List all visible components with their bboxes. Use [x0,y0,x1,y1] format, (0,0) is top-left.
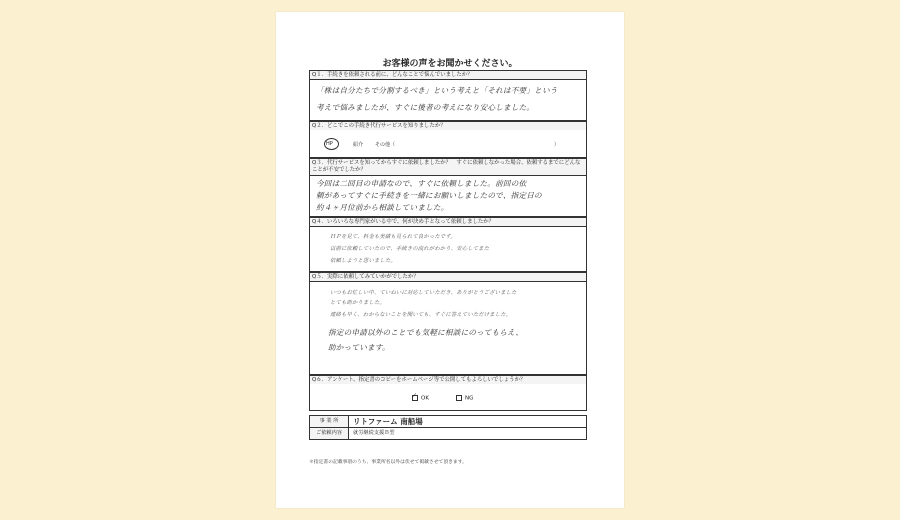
q3-answer-line: 今回は二回目の申請なので、すぐに依頼しました。前回の依 [316,179,527,188]
q6-label: Q６．アンケート、指定書のコピーをホームページ等で公開してもよろしいでしょうか？ [309,375,587,384]
questionnaire-form [309,70,587,440]
q4-label: Q４．いろいろな専門家がいる中で、何が決め手となって依頼しましたか？ [309,217,587,226]
q5-answer-line: 連絡も早く、わからないことを聞いても、すぐに答えていただけました。 [330,312,512,318]
privacy-note: ＊指定書の記載事項のうち、事業所名以外は伏せて掲載させて頂きます。 [309,460,467,465]
request-type-value: 就労継続支援Ｂ型 [353,430,395,436]
ok-option [412,395,429,402]
q1-answer [309,79,587,121]
q2-option-referral: 紹介 [353,142,364,148]
q3-label: Q３．代行サービスを知ってからすぐに依頼しましたか？ すぐに依頼しなかった場合、依頼するまでにどんなことが不安でしたか？ [309,158,587,175]
q5-answer-line: 指定の申請以外のことでも気軽に相談にのってもらえ、 [328,328,524,337]
ng-option [456,395,473,402]
q1-answer-line: 「株は自分たちで分割するべき」という考えと「それは不要」という [316,86,558,95]
q5-answer-line: 助かっています。 [328,343,390,352]
q1-label: Q１．手続きを依頼される前に、どんなことで悩んでいましたか？ [309,70,587,79]
q1-answer-line: 考えで悩みましたが、すぐに後者の考えになり安心しました。 [316,103,535,112]
q2-option-other: その他（ [375,142,396,148]
q5-answer-line: いつもお忙しい中、ていねいに対応していただき、ありがとうございました [330,290,517,296]
q3-answer [309,175,587,217]
q6-answer [309,384,587,411]
ok-label: OK [421,395,429,402]
q4-answer-line: ＨＰを見て、料金も実績も見られて良かったです。 [330,234,456,240]
q2-option-other-close: ） [554,142,560,148]
q5-answer [309,281,587,375]
questionnaire-sheet [276,12,624,508]
business-label: 事 業 所 [310,416,349,427]
q5-label: Q５．実際に依頼してみていかがでしたか？ [309,272,587,281]
ok-checkbox [412,395,418,401]
request-type-row [309,428,587,440]
q4-answer-line: 依頼しようと思いました。 [330,258,396,264]
business-name: リトファーム 南船場 [353,417,423,426]
q5-answer-line: とても助かりました。 [330,300,385,306]
q3-answer-line: 頼があってすぐに手続きを一緒にお願いしましたので、指定日の [316,191,542,200]
request-type-label: ご依頼内容 [310,428,349,439]
ng-label: NG [465,395,474,402]
q3-answer-line: 約４ヶ月位前から相談していました。 [316,203,449,212]
q2-answer [309,130,587,158]
business-row [309,415,587,428]
q2-option-hp: HP [326,141,333,147]
sheet-title: お客様の声をお聞かせください。 [382,59,518,69]
q2-label: Q２．どこでこの手続き代行サービスを知りましたか？ [309,121,587,130]
q4-answer-line: 以前に依頼していたので、手続きの流れがわかり、安心してまた [330,246,490,252]
ng-checkbox [456,395,462,401]
q4-answer [309,226,587,272]
